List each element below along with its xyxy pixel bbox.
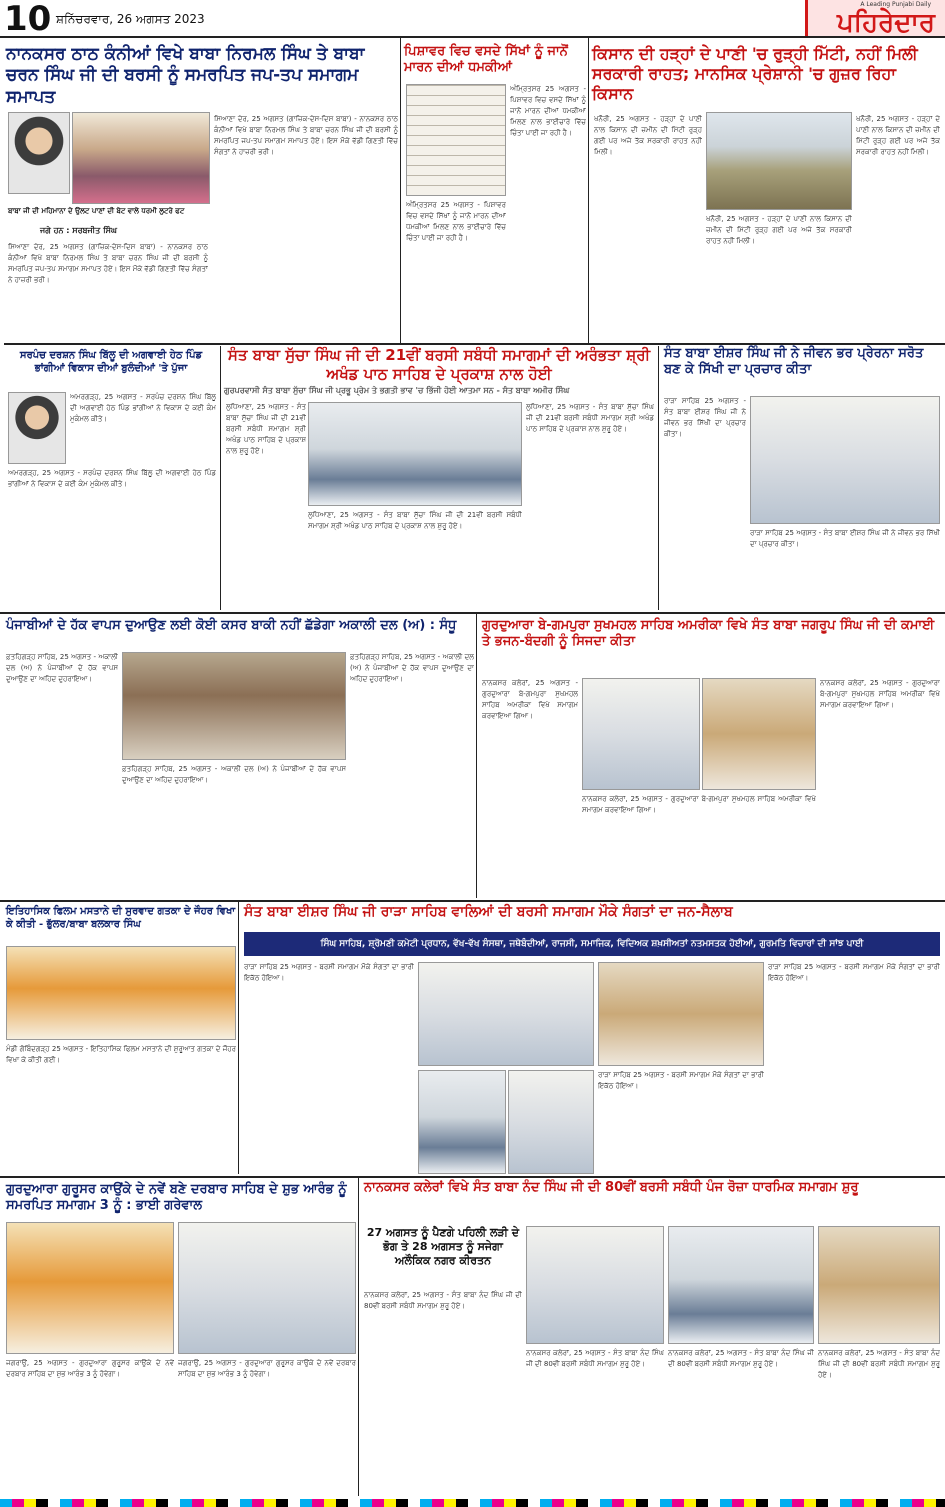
divider: [400, 38, 401, 344]
body-8b: ਨਾਨਕਸਰ ਕਲੇਰਾਂ, 25 ਅਗਸਤ - ਗੁਰਦੁਆਰਾ ਬੇ-ਗਮਪੁਰਾ ਸੁਖਮਹਲ ਸਾਹਿਬ ਅਮਰੀਕਾ ਵਿਖੇ ਸਮਾਗਮ ਕਰਵਾਇਆ ਗਿਆ।: [582, 795, 816, 814]
photo-letter: [406, 84, 506, 196]
photo-crowd-1: [72, 112, 210, 204]
headline-band: ਸਿੰਘ ਸਾਹਿਬ, ਸ਼੍ਰੋਮਣੀ ਕਮੇਟੀ ਪ੍ਰਧਾਨ, ਵੱਖ-ਵੱਖ ਸੰਸਥਾ, ਜਥੇਬੰਦੀਆਂ, ਰਾਜਸੀ, ਸਮਾਜਿਕ, ਵਿਦਿਅਕ ਸ਼ਖ਼ਸੀਅਤਾਂ ਨਤਮਸਤਕ ਹੋਈਆਂ, ਗੁਰਮਤਿ ਵਿਚਾਰਾਂ ਦੀ ਸਾਂਝ ਪਾਈ: [244, 932, 940, 956]
brand-tagline: A Leading Punjabi Daily: [860, 1, 931, 8]
subhead-12: 27 ਅਗਸਤ ਨੂੰ ਪੈਣਗੇ ਪਹਿਲੀ ਲੜੀ ਦੇ ਭੋਗ ਤੇ 28 ਅਗਸਤ ਨੂੰ ਸਜੇਗਾ ਅਲੌਕਿਕ ਨਗਰ ਕੀਰਤਨ: [366, 1226, 520, 1267]
photo-meeting: [122, 652, 346, 760]
headline-12: ਨਾਨਕਸਰ ਕਲੇਰਾਂ ਵਿਖੇ ਸੰਤ ਬਾਬਾ ਨੰਦ ਸਿੰਘ ਜੀ ਦੀ 80ਵੀਂ ਬਰਸੀ ਸਬੰਧੀ ਪੰਜ ਰੋਜ਼ਾ ਧਾਰਮਿਕ ਸਮਾਗਮ ਸ਼ੁਰੂ: [364, 1180, 859, 1195]
divider: [220, 346, 221, 610]
body-10b: ਰਾੜਾ ਸਾਹਿਬ 25 ਅਗਸਤ - ਬਰਸੀ ਸਮਾਗਮ ਮੌਕੇ ਸੰਗਤਾਂ ਦਾ ਭਾਰੀ ਇਕੱਠ ਹੋਇਆ।: [598, 1071, 764, 1090]
body-7a: ਫ਼ਤਹਿਗੜ੍ਹ ਸਾਹਿਬ, 25 ਅਗਸਤ - ਅਕਾਲੀ ਦਲ (ਅ) ਨੇ ਪੰਜਾਬੀਆਂ ਦੇ ਹੱਕ ਵਾਪਸ ਦੁਆਉਣ ਦਾ ਅਹਿਦ ਦੁਹਰਾਇਆ।: [6, 653, 118, 683]
divider: [476, 614, 477, 898]
body-3c: ਖਨੌਰੀ, 25 ਅਗਸਤ - ਹੜ੍ਹਾਂ ਦੇ ਪਾਣੀ ਨਾਲ ਕਿਸਾਨ ਦੀ ਜ਼ਮੀਨ ਦੀ ਮਿੱਟੀ ਰੁੜ੍ਹ ਗਈ ਪਰ ਅਜੇ ਤੱਕ ਸਰਕਾਰੀ ਰਾਹਤ ਨਹੀਂ ਮਿਲੀ।: [706, 215, 852, 245]
divider: [358, 1178, 359, 1496]
body-5c: ਲੁਧਿਆਣਾ, 25 ਅਗਸਤ - ਸੰਤ ਬਾਬਾ ਸੁੱਚਾ ਸਿੰਘ ਜੀ ਦੀ 21ਵੀਂ ਬਰਸੀ ਸਬੰਧੀ ਸਮਾਗਮ ਸ਼੍ਰੀ ਅਖੰਡ ਪਾਠ ਸਾਹਿਬ ਦੇ ਪ੍ਰਕਾਸ਼ ਨਾਲ ਸ਼ੁਰੂ ਹੋਏ।: [526, 403, 654, 433]
photo-kirtan-b: [668, 1226, 814, 1344]
photo-darbar-b: [178, 1222, 356, 1354]
headline-3: ਕਿਸਾਨ ਦੀ ਹੜ੍ਹਾਂ ਦੇ ਪਾਣੀ 'ਚ ਰੁੜ੍ਹੀ ਮਿੱਟੀ, ਨਹੀਂ ਮਿਲੀ ਸਰਕਾਰੀ ਰਾਹਤ; ਮਾਨਸਿਕ ਪ੍ਰੇਸ਼ਾਨੀ 'ਚ ਗੁਜ਼ਰ ਰਿਹਾ ਕਿਸਾਨ: [592, 44, 918, 103]
brand-logo: ਪਹਿਰੇਦਾਰ: [837, 8, 935, 38]
body-3a: ਖਨੌਰੀ, 25 ਅਗਸਤ - ਹੜ੍ਹਾਂ ਦੇ ਪਾਣੀ ਨਾਲ ਕਿਸਾਨ ਦੀ ਜ਼ਮੀਨ ਦੀ ਮਿੱਟੀ ਰੁੜ੍ਹ ਗਈ ਪਰ ਅਜੇ ਤੱਕ ਸਰਕਾਰੀ ਰਾਹਤ ਨਹੀਂ ਮਿਲੀ।: [594, 115, 702, 156]
photo-gurdwara-b: [702, 678, 816, 790]
caption-1: ਬਾਬਾ ਜੀ ਦੀ ਮਹਿਮਾਨਾ ਦੇ ਉਲਟ ਪਾਣਾਂ ਦੀ ਬੇਟ ਵਾਲੇ ਧਰਮੀ ਲੁਟਰੇ ਫਟ: [8, 207, 185, 215]
body-7c: ਫ਼ਤਹਿਗੜ੍ਹ ਸਾਹਿਬ, 25 ਅਗਸਤ - ਅਕਾਲੀ ਦਲ (ਅ) ਨੇ ਪੰਜਾਬੀਆਂ ਦੇ ਹੱਕ ਵਾਪਸ ਦੁਆਉਣ ਦਾ ਅਹਿਦ ਦੁਹਰਾਇਆ।: [350, 653, 474, 683]
body-2b: ਅੰਮ੍ਰਿਤਸਰ 25 ਅਗਸਤ - ਪਿਸ਼ਾਵਰ ਵਿਚ ਵਸਦੇ ਸਿੱਖਾਂ ਨੂੰ ਜਾਨੋਂ ਮਾਰਨ ਦੀਆਂ ਧਮਕੀਆਂ ਮਿਲਣ ਨਾਲ ਭਾਈਚਾਰੇ ਵਿੱਚ ਚਿੰਤਾ ਪਾਈ ਜਾ ਰਹੀ ਹੈ।: [406, 201, 506, 242]
body-3b: ਖਨੌਰੀ, 25 ਅਗਸਤ - ਹੜ੍ਹਾਂ ਦੇ ਪਾਣੀ ਨਾਲ ਕਿਸਾਨ ਦੀ ਜ਼ਮੀਨ ਦੀ ਮਿੱਟੀ ਰੁੜ੍ਹ ਗਈ ਪਰ ਅਜੇ ਤੱਕ ਸਰਕਾਰੀ ਰਾਹਤ ਨਹੀਂ ਮਿਲੀ।: [856, 115, 940, 156]
body-2: ਅੰਮ੍ਰਿਤਸਰ 25 ਅਗਸਤ - ਪਿਸ਼ਾਵਰ ਵਿਚ ਵਸਦੇ ਸਿੱਖਾਂ ਨੂੰ ਜਾਨੋਂ ਮਾਰਨ ਦੀਆਂ ਧਮਕੀਆਂ ਮਿਲਣ ਨਾਲ ਭਾਈਚਾਰੇ ਵਿੱਚ ਚਿੰਤਾ ਪਾਈ ਜਾ ਰਹੀ ਹੈ।: [510, 85, 586, 137]
body-5b: ਲੁਧਿਆਣਾ, 25 ਅਗਸਤ - ਸੰਤ ਬਾਬਾ ਸੁੱਚਾ ਸਿੰਘ ਜੀ ਦੀ 21ਵੀਂ ਬਰਸੀ ਸਬੰਧੀ ਸਮਾਗਮ ਸ਼੍ਰੀ ਅਖੰਡ ਪਾਠ ਸਾਹਿਬ ਦੇ ਪ੍ਰਕਾਸ਼ ਨਾਲ ਸ਼ੁਰੂ ਹੋਏ।: [308, 511, 522, 530]
subhead-5: ਗੁਰਪਰਵਾਸੀ ਸੰਤ ਬਾਬਾ ਸੁੱਚਾ ਸਿੰਘ ਜੀ ਪ੍ਰਭੂ ਪ੍ਰੇਮ ਤੇ ਭਗਤੀ ਭਾਵ 'ਚ ਭਿੱਜੀ ਹੋਈ ਆਤਮਾ ਸਨ - ਸੰਤ ਬਾਬਾ ਅਮੀਰ ਸਿੰਘ: [224, 386, 570, 395]
body-8a: ਨਾਨਕਸਰ ਕਲੇਰਾਂ, 25 ਅਗਸਤ - ਗੁਰਦੁਆਰਾ ਬੇ-ਗਮਪੁਰਾ ਸੁਖਮਹਲ ਸਾਹਿਬ ਅਮਰੀਕਾ ਵਿਖੇ ਸਮਾਗਮ ਕਰਵਾਇਆ ਗਿਆ।: [482, 679, 578, 720]
headline-8: ਗੁਰਦੁਆਰਾ ਬੇ-ਗਮਪੁਰਾ ਸੁਖਮਹਲ ਸਾਹਿਬ ਅਮਰੀਕਾ ਵਿਖੇ ਸੰਤ ਬਾਬਾ ਜਗਰੂਪ ਸਿੰਘ ਜੀ ਦੀ ਕਮਾਈ ਤੇ ਭਜਨ-ਬੰਦਗੀ ਨੂੰ ਸਿਜਦਾ ਕੀਤਾ: [482, 618, 935, 650]
headline-10: ਸੰਤ ਬਾਬਾ ਈਸ਼ਰ ਸਿੰਘ ਜੀ ਰਾੜਾ ਸਾਹਿਬ ਵਾਲਿਆਂ ਦੀ ਬਰਸੀ ਸਮਾਗਮ ਮੌਕੇ ਸੰਗਤਾਂ ਦਾ ਜਨ-ਸੈਲਾਬ: [244, 904, 733, 920]
photo-kirtan-a: [526, 1226, 664, 1344]
body-7b: ਫ਼ਤਹਿਗੜ੍ਹ ਸਾਹਿਬ, 25 ਅਗਸਤ - ਅਕਾਲੀ ਦਲ (ਅ) ਨੇ ਪੰਜਾਬੀਆਂ ਦੇ ਹੱਕ ਵਾਪਸ ਦੁਆਉਣ ਦਾ ਅਹਿਦ ਦੁਹਰਾਇਆ।: [122, 765, 346, 784]
divider: [238, 902, 239, 1174]
body-6a: ਰਾੜਾ ਸਾਹਿਬ 25 ਅਗਸਤ - ਸੰਤ ਬਾਬਾ ਈਸ਼ਰ ਸਿੰਘ ਜੀ ਨੇ ਜੀਵਨ ਭਰ ਸਿੱਖੀ ਦਾ ਪ੍ਰਚਾਰ ਕੀਤਾ।: [664, 397, 746, 438]
body-8c: ਨਾਨਕਸਰ ਕਲੇਰਾਂ, 25 ਅਗਸਤ - ਗੁਰਦੁਆਰਾ ਬੇ-ਗਮਪੁਰਾ ਸੁਖਮਹਲ ਸਾਹਿਬ ਅਮਰੀਕਾ ਵਿਖੇ ਸਮਾਗਮ ਕਰਵਾਇਆ ਗਿਆ।: [820, 679, 940, 709]
body-9: ਮੰਡੀ ਗੋਬਿੰਦਗੜ੍ਹ 25 ਅਗਸਤ - ਇਤਿਹਾਸਿਕ ਫਿਲਮ ਮਸਤਾਨੇ ਦੀ ਸ਼ੁਰੂਆਤ ਗਤਕਾ ਦੇ ਜੌਹਰ ਵਿਖਾ ਕੇ ਕੀਤੀ ਗਈ।: [6, 1045, 236, 1064]
photo-hall: [308, 402, 522, 506]
dateline: ਸ਼ਨਿੱਚਰਵਾਰ, 26 ਅਗਸਤ 2023: [56, 12, 205, 26]
body-10a: ਰਾੜਾ ਸਾਹਿਬ 25 ਅਗਸਤ - ਬਰਸੀ ਸਮਾਗਮ ਮੌਕੇ ਸੰਗਤਾਂ ਦਾ ਭਾਰੀ ਇਕੱਠ ਹੋਇਆ।: [244, 963, 414, 982]
photo-ceremony-a: [418, 962, 594, 1066]
divider: [400, 343, 945, 345]
photo-gatka: [6, 946, 236, 1040]
photo-ceremony-c: [508, 1070, 594, 1174]
photo-portrait-1: [8, 112, 70, 194]
headline-2: ਪਿਸ਼ਾਵਰ ਵਿਚ ਵਸਦੇ ਸਿੱਖਾਂ ਨੂੰ ਜਾਨੋਂ ਮਾਰਨ ਦੀਆਂ ਧਮਕੀਆਂ: [404, 44, 568, 76]
body-1b: ਸਿਆਣਾ ਦੇਰ, 25 ਅਗਸਤ (ਗਾਜ਼ਿਕ-ਦੇਸ-ਦਿਸ ਬਾਬਾ) - ਨਾਨਕਸਰ ਠਾਠ ਕੰਨੀਆਂ ਵਿਖੇ ਬਾਬਾ ਨਿਰਮਲ ਸਿੰਘ ਤੇ ਬਾਬਾ ਚਰਨ ਸਿੰਘ ਜੀ ਦੀ ਬਰਸੀ ਨੂੰ ਸਮਰਪਿਤ ਜਪ-ਤਪ ਸਮਾਗਮ ਸਮਾਪਤ ਹੋਏ। ਇਸ ਮੌਕੇ ਵੱਡੀ ਗਿਣਤੀ ਵਿੱਚ ਸੰਗਤਾਂ ਨੇ ਹਾਜ਼ਰੀ ਭਰੀ।: [214, 115, 398, 156]
registration-bar: [0, 1499, 945, 1507]
body-1a: ਸਿਆਣਾ ਦੇਰ, 25 ਅਗਸਤ (ਗਾਜ਼ਿਕ-ਦੇਸ-ਦਿਸ ਬਾਬਾ) - ਨਾਨਕਸਰ ਠਾਠ ਕੰਨੀਆਂ ਵਿਖੇ ਬਾਬਾ ਨਿਰਮਲ ਸਿੰਘ ਤੇ ਬਾਬਾ ਚਰਨ ਸਿੰਘ ਜੀ ਦੀ ਬਰਸੀ ਨੂੰ ਸਮਰਪਿਤ ਜਪ-ਤਪ ਸਮਾਗਮ ਸਮਾਪਤ ਹੋਏ। ਇਸ ਮੌਕੇ ਵੱਡੀ ਗਿਣਤੀ ਵਿੱਚ ਸੰਗਤਾਂ ਨੇ ਹਾਜ਼ਰੀ ਭਰੀ।: [8, 243, 208, 284]
photo-ceremony-d: [598, 962, 764, 1066]
body-10c: ਰਾੜਾ ਸਾਹਿਬ 25 ਅਗਸਤ - ਬਰਸੀ ਸਮਾਗਮ ਮੌਕੇ ਸੰਗਤਾਂ ਦਾ ਭਾਰੀ ਇਕੱਠ ਹੋਇਆ।: [768, 963, 940, 982]
photo-darbar-a: [6, 1222, 174, 1354]
body-4b: ਅਮਰਗੜ੍ਹ, 25 ਅਗਸਤ - ਸਰਪੰਚ ਦਰਸ਼ਨ ਸਿੰਘ ਬਿੱਲੂ ਦੀ ਅਗਵਾਈ ਹੇਠ ਪਿੰਡ ਭਾਂਗੀਆਂ ਨੇ ਵਿਕਾਸ ਦੇ ਕਈ ਕੰਮ ਮੁਕੰਮਲ ਕੀਤੇ।: [8, 469, 216, 488]
headline-5: ਸੰਤ ਬਾਬਾ ਸੁੱਚਾ ਸਿੰਘ ਜੀ ਦੀ 21ਵੀਂ ਬਰਸੀ ਸਬੰਧੀ ਸਮਾਗਮਾਂ ਦੀ ਅਰੰਭਤਾ ਸ਼੍ਰੀ ਅਖੰਡ ਪਾਠ ਸਾਹਿਬ ਦੇ ਪ੍ਰਕਾਸ਼ ਨਾਲ ਹੋਈ: [227, 346, 651, 383]
body-12d: ਨਾਨਕਸਰ ਕਲੇਰਾਂ, 25 ਅਗਸਤ - ਸੰਤ ਬਾਬਾ ਨੰਦ ਸਿੰਘ ਜੀ ਦੀ 80ਵੀਂ ਬਰਸੀ ਸਬੰਧੀ ਸਮਾਗਮ ਸ਼ੁਰੂ ਹੋਏ।: [818, 1349, 940, 1379]
body-11a: ਜਗਰਾਉਂ, 25 ਅਗਸਤ - ਗੁਰਦੁਆਰਾ ਗੁਰੂਸਰ ਕਾਉਂਕੇ ਦੇ ਨਵੇਂ ਦਰਬਾਰ ਸਾਹਿਬ ਦਾ ਸ਼ੁਭ ਆਰੰਭ 3 ਨੂੰ ਹੋਵੇਗਾ।: [6, 1359, 174, 1378]
masthead: [0, 0, 945, 38]
byline-1: ਜਗੇ ਹਨ : ਸਰਬਜੀਤ ਸਿੰਘ: [40, 226, 117, 235]
headline-6: ਸੰਤ ਬਾਬਾ ਈਸ਼ਰ ਸਿੰਘ ਜੀ ਨੇ ਜੀਵਨ ਭਰ ਪ੍ਰੇਰਨਾ ਸਰੋਤ ਬਣ ਕੇ ਸਿੱਖੀ ਦਾ ਪ੍ਰਚਾਰ ਕੀਤਾ: [664, 346, 924, 378]
photo-award: [750, 396, 940, 524]
body-12c: ਨਾਨਕਸਰ ਕਲੇਰਾਂ, 25 ਅਗਸਤ - ਸੰਤ ਬਾਬਾ ਨੰਦ ਸਿੰਘ ਜੀ ਦੀ 80ਵੀਂ ਬਰਸੀ ਸਬੰਧੀ ਸਮਾਗਮ ਸ਼ੁਰੂ ਹੋਏ।: [668, 1349, 814, 1368]
photo-field: [706, 112, 852, 210]
divider: [0, 900, 945, 902]
divider: [658, 346, 659, 610]
photo-ceremony-b: [418, 1070, 506, 1174]
divider: [0, 612, 945, 614]
photo-kirtan-c: [818, 1226, 940, 1344]
page-number: 10: [4, 0, 52, 39]
divider: [588, 38, 589, 344]
divider: [0, 1176, 945, 1178]
body-5a: ਲੁਧਿਆਣਾ, 25 ਅਗਸਤ - ਸੰਤ ਬਾਬਾ ਸੁੱਚਾ ਸਿੰਘ ਜੀ ਦੀ 21ਵੀਂ ਬਰਸੀ ਸਬੰਧੀ ਸਮਾਗਮ ਸ਼੍ਰੀ ਅਖੰਡ ਪਾਠ ਸਾਹਿਬ ਦੇ ਪ੍ਰਕਾਸ਼ ਨਾਲ ਸ਼ੁਰੂ ਹੋਏ।: [226, 403, 306, 455]
headline-1: ਨਾਨਕਸਰ ਠਾਠ ਕੰਨੀਆਂ ਵਿਖੇ ਬਾਬਾ ਨਿਰਮਲ ਸਿੰਘ ਤੇ ਬਾਬਾ ਚਰਨ ਸਿੰਘ ਜੀ ਦੀ ਬਰਸੀ ਨੂੰ ਸਮਰਪਿਤ ਜਪ-ਤਪ ਸਮਾਗਮ ਸਮਾਪਤ: [6, 44, 365, 107]
body-11b: ਜਗਰਾਉਂ, 25 ਅਗਸਤ - ਗੁਰਦੁਆਰਾ ਗੁਰੂਸਰ ਕਾਉਂਕੇ ਦੇ ਨਵੇਂ ਦਰਬਾਰ ਸਾਹਿਬ ਦਾ ਸ਼ੁਭ ਆਰੰਭ 3 ਨੂੰ ਹੋਵੇਗਾ।: [178, 1359, 356, 1378]
photo-gurdwara-a: [582, 678, 700, 790]
body-12a: ਨਾਨਕਸਰ ਕਲੇਰਾਂ, 25 ਅਗਸਤ - ਸੰਤ ਬਾਬਾ ਨੰਦ ਸਿੰਘ ਜੀ ਦੀ 80ਵੀਂ ਬਰਸੀ ਸਬੰਧੀ ਸਮਾਗਮ ਸ਼ੁਰੂ ਹੋਏ।: [364, 1291, 522, 1310]
headline-9: ਇਤਿਹਾਸਿਕ ਫਿਲਮ ਮਸਤਾਨੇ ਦੀ ਸੁਰਵਾਦ ਗਤਕਾ ਦੇ ਜੌਹਰ ਵਿਖਾ ਕੇ ਕੀਤੀ - ਭੁੱਲਰ/ਬਾਬਾ ਬਲਕਾਰ ਸਿੰਘ: [6, 906, 236, 930]
body-12b: ਨਾਨਕਸਰ ਕਲੇਰਾਂ, 25 ਅਗਸਤ - ਸੰਤ ਬਾਬਾ ਨੰਦ ਸਿੰਘ ਜੀ ਦੀ 80ਵੀਂ ਬਰਸੀ ਸਬੰਧੀ ਸਮਾਗਮ ਸ਼ੁਰੂ ਹੋਏ।: [526, 1349, 664, 1368]
photo-portrait-2: [8, 392, 66, 464]
body-4a: ਅਮਰਗੜ੍ਹ, 25 ਅਗਸਤ - ਸਰਪੰਚ ਦਰਸ਼ਨ ਸਿੰਘ ਬਿੱਲੂ ਦੀ ਅਗਵਾਈ ਹੇਠ ਪਿੰਡ ਭਾਂਗੀਆਂ ਨੇ ਵਿਕਾਸ ਦੇ ਕਈ ਕੰਮ ਮੁਕੰਮਲ ਕੀਤੇ।: [70, 393, 216, 423]
headline-4: ਸਰਪੰਚ ਦਰਸ਼ਨ ਸਿੰਘ ਬਿੱਲੂ ਦੀ ਅਗਵਾਈ ਹੇਠ ਪਿੰਡ ਭਾਂਗੀਆਂ ਵਿਕਾਸ ਦੀਆਂ ਬੁਲੰਦੀਆਂ 'ਤੇ ਪੁੱਜਾ: [19, 350, 203, 374]
headline-7: ਪੰਜਾਬੀਆਂ ਦੇ ਹੱਕ ਵਾਪਸ ਦੁਆਉਣ ਲਈ ਕੋਈ ਕਸਰ ਬਾਕੀ ਨਹੀਂ ਛੱਡੇਗਾ ਅਕਾਲੀ ਦਲ (ਅ) : ਸੰਧੂ: [6, 618, 457, 633]
body-6b: ਰਾੜਾ ਸਾਹਿਬ 25 ਅਗਸਤ - ਸੰਤ ਬਾਬਾ ਈਸ਼ਰ ਸਿੰਘ ਜੀ ਨੇ ਜੀਵਨ ਭਰ ਸਿੱਖੀ ਦਾ ਪ੍ਰਚਾਰ ਕੀਤਾ।: [750, 529, 940, 548]
divider: [4, 343, 400, 345]
headline-11: ਗੁਰਦੁਆਰਾ ਗੁਰੂਸਰ ਕਾਉਂਕੇ ਦੇ ਨਵੇਂ ਬਣੇ ਦਰਬਾਰ ਸਾਹਿਬ ਦੇ ਸ਼ੁਭ ਆਰੰਭ ਨੂੰ ਸਮਰਪਿਤ ਸਮਾਗਮ 3 ਨੂੰ : ਭਾਈ ਗਰੇਵਾਲ: [6, 1182, 347, 1214]
